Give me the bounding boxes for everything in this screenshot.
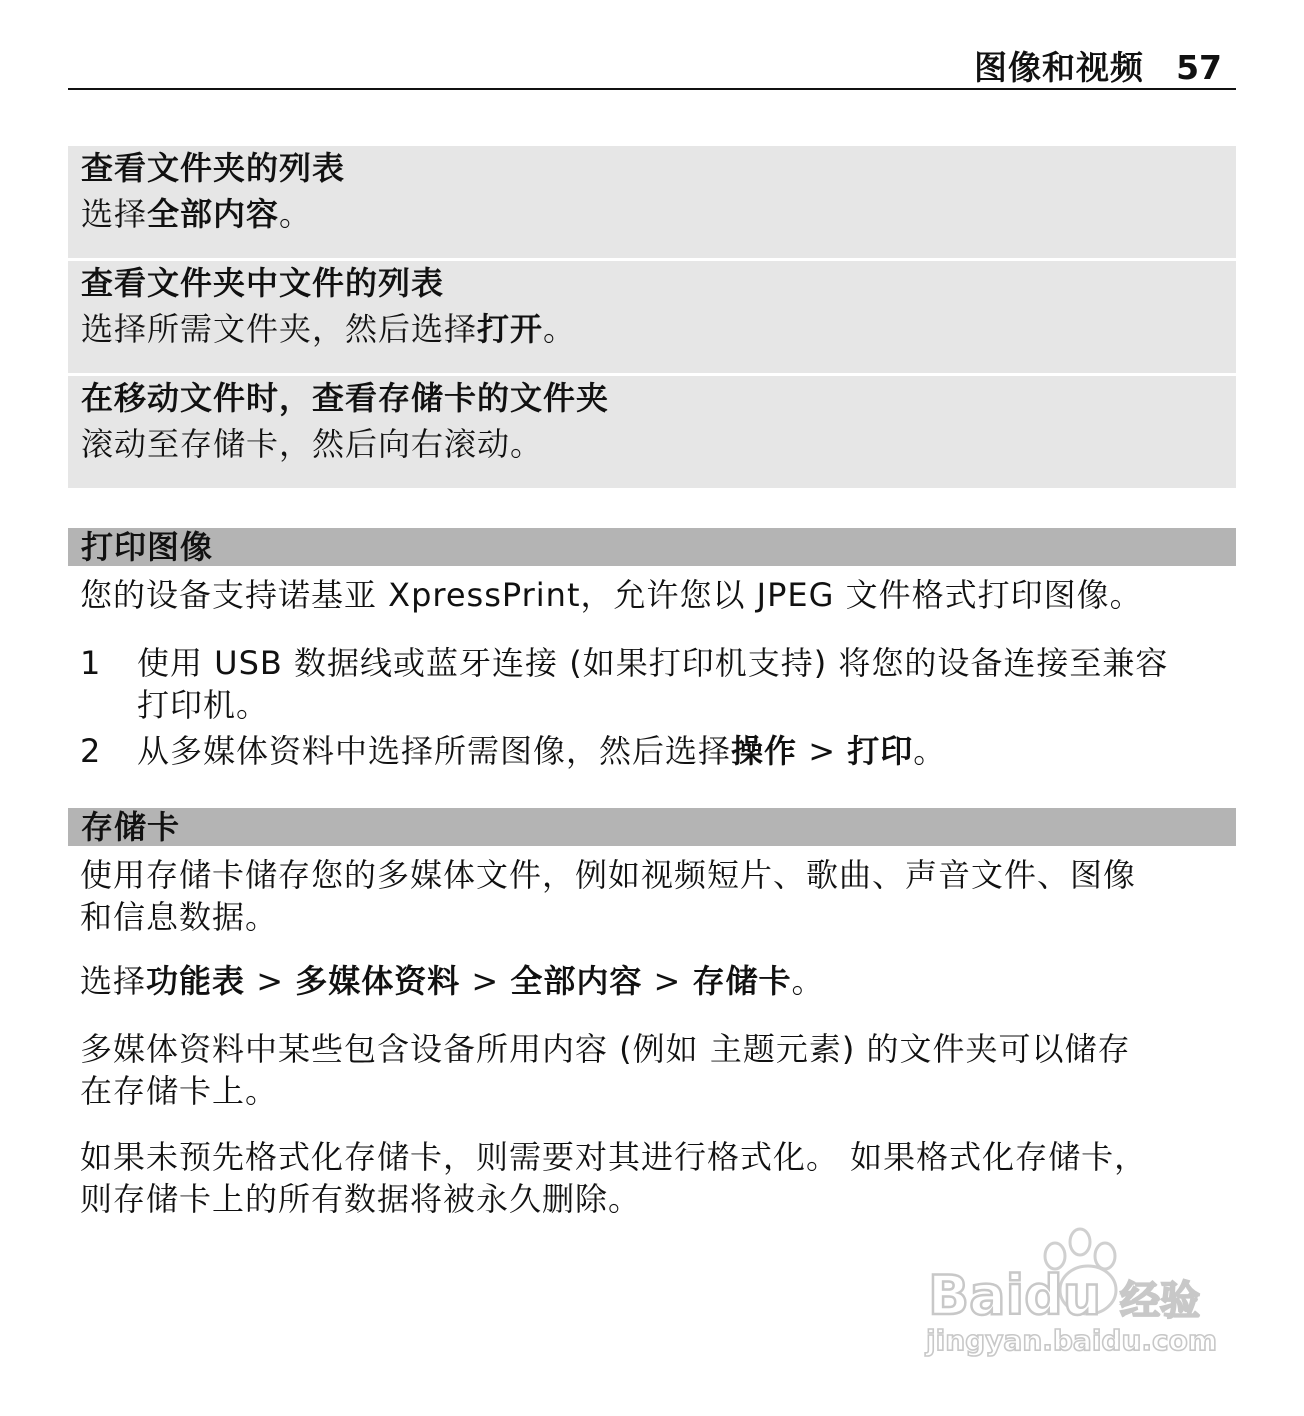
page-number: 57 xyxy=(1176,48,1222,87)
tip-body: 选择全部内容。 xyxy=(81,195,313,233)
tip-title: 查看文件夹中文件的列表 xyxy=(81,264,445,302)
watermark-url: jingyan.baidu.com xyxy=(926,1324,1218,1357)
card-paragraph-1: 使用存储卡储存您的多媒体文件，例如视频短片、歌曲、声音文件、图像 和信息数据。 xyxy=(80,856,1137,936)
running-header xyxy=(68,44,1236,90)
watermark-brand: Baidu xyxy=(928,1264,1102,1327)
watermark-brand-cn: 经验 xyxy=(1120,1278,1200,1324)
paw-logo-icon xyxy=(920,1220,1230,1370)
step-text: 从多媒体资料中选择所需图像，然后选择操作 > 打印。 xyxy=(137,732,947,770)
tip-title: 在移动文件时，查看存储卡的文件夹 xyxy=(81,379,610,417)
card-paragraph-3: 多媒体资料中某些包含设备所用内容 (例如 主题元素) 的文件夹可以储存 在存储卡上。 xyxy=(80,1030,1131,1110)
baidu-jingyan-watermark xyxy=(920,1220,1230,1370)
tip-box-folder-list xyxy=(68,146,1236,258)
tip-title: 查看文件夹的列表 xyxy=(81,149,346,187)
print-intro: 您的设备支持诺基亚 XpressPrint，允许您以 JPEG 文件格式打印图像。 xyxy=(80,576,1143,614)
tip-box-files-list xyxy=(68,261,1236,373)
tip-body: 选择所需文件夹，然后选择打开。 xyxy=(81,310,577,348)
section-title: 图像和视频 xyxy=(974,48,1144,87)
step-text: 使用 USB 数据线或蓝牙连接 (如果打印机支持) 将您的设备连接至兼容 打印机。 xyxy=(137,644,1169,724)
card-paragraph-4: 如果未预先格式化存储卡，则需要对其进行格式化。 如果格式化存储卡， 则存储卡上的所有数据将被永久删除。 xyxy=(80,1138,1148,1218)
section-heading-memory-card: 存储卡 xyxy=(68,808,1236,846)
section-heading-print: 打印图像 xyxy=(68,528,1236,566)
card-paragraph-2: 选择功能表 > 多媒体资料 > 全部内容 > 存储卡。 xyxy=(80,962,825,1000)
step-number: 2 xyxy=(80,732,102,770)
step-number: 1 xyxy=(80,644,102,682)
list-item xyxy=(80,730,1230,772)
list-item xyxy=(80,642,1230,726)
tip-body: 滚动至存储卡，然后向右滚动。 xyxy=(81,425,544,463)
tip-box-card-folders xyxy=(68,376,1236,488)
